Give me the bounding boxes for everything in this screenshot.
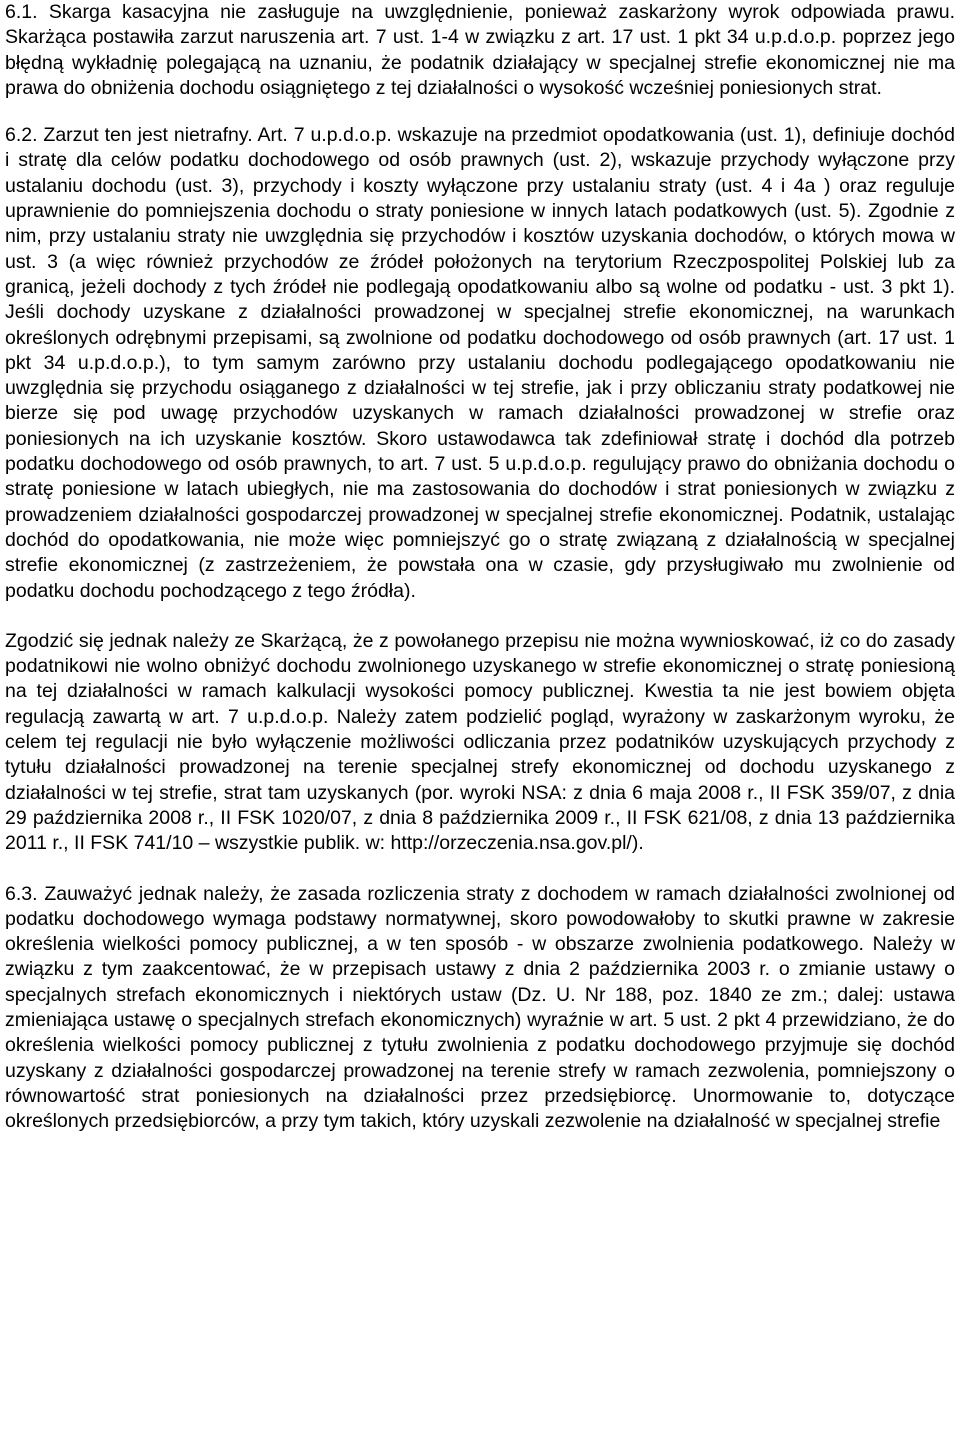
paragraph-6-2-continued: Zgodzić się jednak należy ze Skarżącą, że z powołanego przepisu nie można wywnioskować, iż co do zasady podatnikowi nie wolno obniżyć dochodu zwolnionego uzyskanego w strefie ekonomicznej o stratę poniesioną na tej działalności w ramach kalkulacji wysokości pomocy publicznej. Kwestia ta nie jest bowiem objęta regulacją zawartą w art. 7 u.p.d.o.p. Należy zatem podzielić pogląd, wyrażony w zaskarżonym wyroku, że celem tej regulacji nie było wyłączenie możliwości odliczania przez podatników uzyskujących przychody z tytułu działalności prowadzonej na terenie specjalnej strefy ekonomicznej od dochodu uzyskanego z działalności w tej strefie, strat tam uzyskanych (por. wyroki NSA: z dnia 6 maja 2008 r., II FSK 359/07, z dnia 29 października 2008 r., II FSK 1020/07, z dnia 8 października 2009 r., II FSK 621/08, z dnia 13 października 2011 r., II FSK 741/10 – wszystkie publik. w: http://orzeczenia.nsa.gov.pl/). (5, 629, 955, 855)
paragraph-6-3: 6.3. Zauważyć jednak należy, że zasada rozliczenia straty z dochodem w ramach działalności zwolnionej od podatku dochodowego wymaga podstawy normatywnej, skoro powodowałoby to skutki prawne w zakresie określenia wielkości pomocy publicznej, a w ten sposób - w obszarze zwolnienia podatkowego. Należy w związku z tym zaakcentować, że w przepisach ustawy z dnia 2 października 2003 r. o zmianie ustawy o specjalnych strefach ekonomicznych i niektórych ustaw (Dz. U. Nr 188, poz. 1840 ze zm.; dalej: ustawa zmieniająca ustawę o specjalnych strefach ekonomicznych) wyraźnie w art. 5 ust. 2 pkt 4 przewidziano, że do określenia wielkości pomocy publicznej z tytułu zwolnienia z podatku dochodowego przyjmuje się dochód uzyskany z działalności gospodarczej prowadzonej na terenie strefy w ramach zezwolenia, pomniejszony o równowartość strat poniesionych na działalności przez przedsiębiorcę. Unormowanie to, dotyczące określonych przedsiębiorców, a przy tym takich, który uzyskali zezwolenie na działalność w specjalnej strefie (5, 882, 955, 1133)
paragraph-6-2: 6.2. Zarzut ten jest nietrafny. Art. 7 u.p.d.o.p. wskazuje na przedmiot opodatkowania (ust. 1), definiuje dochód i stratę dla celów podatku dochodowego od osób prawnych (ust. 2), wskazuje przychody wyłączone przy ustalaniu dochodu (ust. 3), przychody i koszty wyłączone przy ustalaniu straty (ust. 4 i 4a ) oraz reguluje uprawnienie do pomniejszenia dochodu o straty poniesione w innych latach podatkowych (ust. 5). Zgodnie z nim, przy ustalaniu straty nie uwzględnia się przychodów i kosztów uzyskania dochodów, o których mowa w ust. 3 (a więc również przychodów ze źródeł położonych na terytorium Rzeczpospolitej Polskiej lub za granicą, jeżeli dochody z tych źródeł nie podlegają opodatkowaniu albo są wolne od podatku - ust. 3 pkt 1). Jeśli dochody uzyskane z działalności prowadzonej w specjalnej strefie ekonomicznej, na warunkach określonych odrębnymi przepisami, są zwolnione od podatku dochodowego od osób prawnych (art. 17 ust. 1 pkt 34 u.p.d.o.p.), to tym samym zarówno przy ustalaniu dochodu podlegającego opodatkowaniu nie uwzględnia się przychodu osiąganego z działalności w tej strefie, jak i przy obliczaniu straty podatkowej nie bierze się pod uwagę przychodów uzyskanych w ramach działalności prowadzonej w strefie oraz poniesionych na ich uzyskanie kosztów. Skoro ustawodawca tak zdefiniował stratę i dochód dla potrzeb podatku dochodowego od osób prawnych, to art. 7 ust. 5 u.p.d.o.p. regulujący prawo do obniżania dochodu o stratę poniesione w latach ubiegłych, nie ma zastosowania do dochodów i strat poniesionych w związku z prowadzeniem działalności gospodarczej prowadzonej w specjalnej strefie ekonomicznej. Podatnik, ustalając dochód do opodatkowania, nie może więc pomniejszyć go o stratę związaną z działalnością w specjalnej strefie ekonomicznej (z zastrzeżeniem, że powstała ona w czasie, gdy przysługiwało mu zwolnienie od podatku dochodu pochodzącego z tego źródła). (5, 124, 955, 602)
paragraph-6-1: 6.1. Skarga kasacyjna nie zasługuje na uwzględnienie, ponieważ zaskarżony wyrok odpowiada prawu. Skarżąca postawiła zarzut naruszenia art. 7 ust. 1-4 w związku z art. 17 ust. 1 pkt 34 u.p.d.o.p. poprzez jego błędną wykładnię polegającą na uznaniu, że podatnik działający w specjalnej strefie ekonomicznej nie ma prawa do obniżenia dochodu osiągniętego z tej działalności o wysokość wcześniej poniesionych strat. (5, 1, 955, 99)
